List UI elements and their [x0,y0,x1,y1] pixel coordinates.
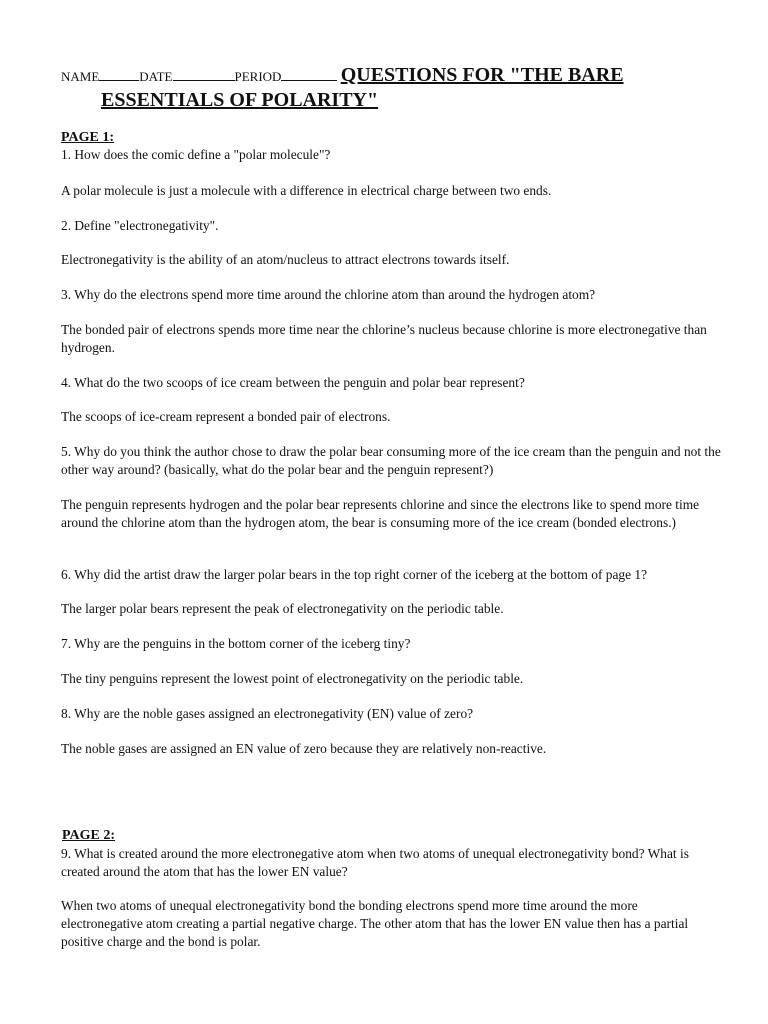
answer-5: The penguin represents hydrogen and the polar bear represents chlorine and since the electrons like to spend more time around the chlorine atom than the hydrogen atom, the bear is consuming more of the ice cream (bonded electrons.) [61,497,700,530]
question-1: 1. How does the comic define a "polar molecule"? [61,147,331,162]
answer-8: The noble gases are assigned an EN value of zero because they are relatively non-reactive. [61,741,547,756]
question-3: 3. Why do the electrons spend more time around the chlorine atom than around the hydrogen atom? [61,287,596,302]
name-label: NAME [61,69,100,84]
worksheet-title-line1: QUESTIONS FOR "THE BARE [340,64,624,86]
question-2: 2. Define "electronegativity". [61,218,219,233]
date-blank [173,68,235,81]
period-label: PERIOD [234,69,282,84]
question-8: 8. Why are the noble gases assigned an electronegativity (EN) value of zero? [61,706,474,721]
question-7: 7. Why are the penguins in the bottom corner of the iceberg tiny? [61,636,411,651]
question-4: 4. What do the two scoops of ice cream between the penguin and polar bear represent? [61,375,525,390]
answer-4: The scoops of ice-cream represent a bonded pair of electrons. [61,409,391,424]
date-label: DATE [139,69,173,84]
name-blank [99,68,139,81]
question-5: 5. Why do you think the author chose to draw the polar bear consuming more of the ice cream than the penguin and not the other way around? (basically, what do the polar bear and the penguin represent?) [61,444,721,477]
answer-2: Electronegativity is the ability of an atom/nucleus to attract electrons towards itself. [61,252,510,267]
worksheet-title-line2: ESSENTIALS OF POLARITY" [101,89,379,111]
page1-heading: PAGE 1: [61,130,115,145]
question-6: 6. Why did the artist draw the larger polar bears in the top right corner of the iceberg at the bottom of page 1? [61,567,648,582]
page2-heading: PAGE 2: [62,828,116,843]
answer-3: The bonded pair of electrons spends more time near the chlorine’s nucleus because chlorine is more electronegative than hydrogen. [61,322,707,355]
worksheet-header [61,62,741,90]
period-blank [281,68,337,81]
question-9: 9. What is created around the more electronegative atom when two atoms of unequal electronegativity bond? What is created around the atom that has the lower EN value? [61,846,689,879]
answer-7: The tiny penguins represent the lowest point of electronegativity on the periodic table. [61,671,524,686]
answer-9: When two atoms of unequal electronegativity bond the bonding electrons spend more time around the more electronegative atom creating a partial negative charge. The other atom that has the lower EN value then has a partial positive charge and the bond is polar. [61,898,689,949]
answer-1: A polar molecule is just a molecule with a difference in electrical charge between two ends. [61,183,552,198]
answer-6: The larger polar bears represent the peak of electronegativity on the periodic table. [61,601,504,616]
